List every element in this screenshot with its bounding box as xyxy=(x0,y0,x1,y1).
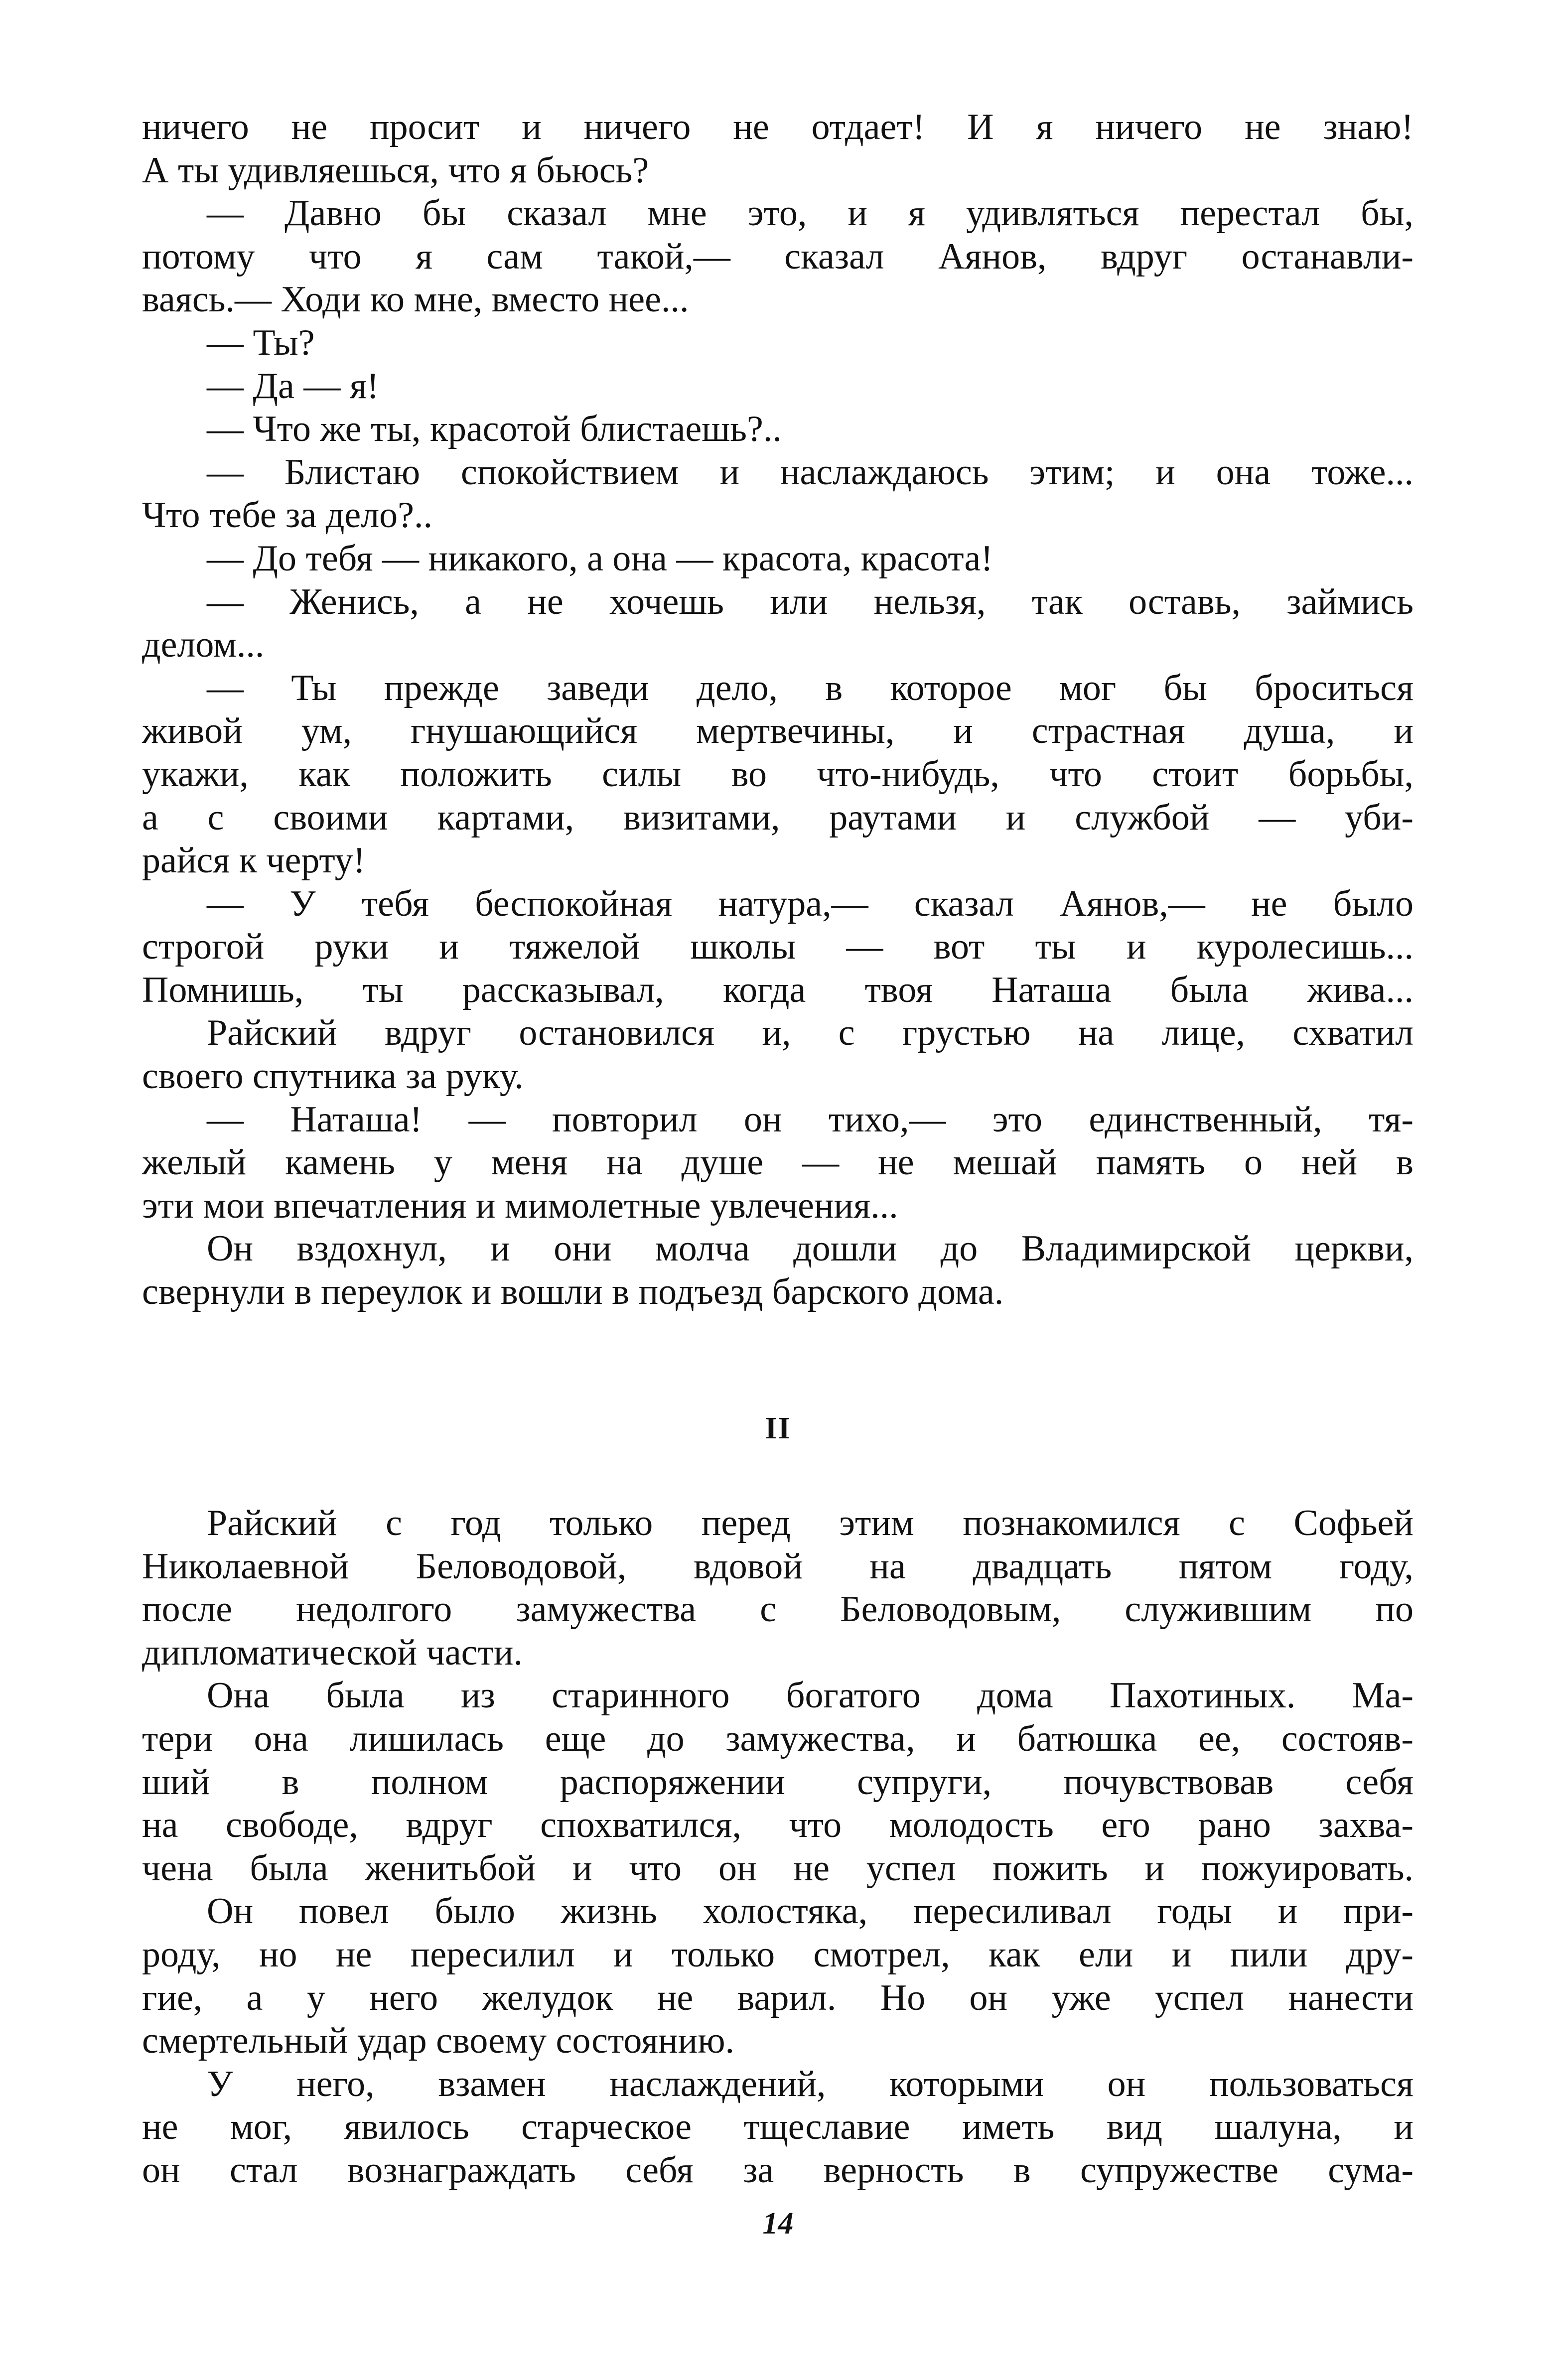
text-line: — Давно бы сказал мне это, и я удивляться перестал бы, xyxy=(207,193,1414,234)
text-line: — Что же ты, красотой блистаешь?.. xyxy=(207,409,782,450)
text-line: Он вздохнул, и они молча дошли до Владимирской церкви, xyxy=(207,1228,1414,1269)
text-line: тери она лишилась еще до замужества, и батюшка ее, состояв- xyxy=(142,1718,1414,1759)
text-line: он стал вознаграждать себя за верность в супружестве сума- xyxy=(142,2149,1414,2191)
text-line: укажи, как положить силы во что-нибудь, что стоит борьбы, xyxy=(142,753,1414,795)
text-line: роду, но не пересилил и только смотрел, как ели и пили дру- xyxy=(142,1934,1414,1975)
text-line: — До тебя — никакого, а она — красота, красота! xyxy=(207,538,993,579)
text-line: на свободе, вдруг спохватился, что молодость его рано захва- xyxy=(142,1805,1414,1846)
chapter-numeral: II xyxy=(765,1411,791,1445)
text-line: гие, а у него желудок не варил. Но он уже успел нанести xyxy=(142,1977,1414,2018)
text-line: после недолгого замужества с Беловодовым, служившим по xyxy=(142,1589,1414,1630)
text-line: Он повел было жизнь холостяка, пересиливал годы и при- xyxy=(207,1891,1414,1932)
text-line: своего спутника за руку. xyxy=(142,1056,524,1097)
text-line: потому что я сам такой,— сказал Аянов, вдруг останавли- xyxy=(142,236,1414,277)
text-line: райся к черту! xyxy=(142,840,366,881)
text-line: чена была женитьбой и что он не успел пожить и пожуировать. xyxy=(142,1847,1414,1889)
text-line: делом... xyxy=(142,624,265,666)
text-line: желый камень у меня на душе — не мешай память о ней в xyxy=(142,1142,1414,1183)
text-line: Она была из старинного богатого дома Пахотиных. Ма- xyxy=(207,1675,1414,1716)
text-line: свернули в переулок и вошли в подъезд барского дома. xyxy=(142,1271,1004,1313)
text-line: Райский вдруг остановился и, с грустью на лице, схватил xyxy=(207,1012,1414,1054)
text-line: Николаевной Беловодовой, вдовой на двадцать пятом году, xyxy=(142,1545,1414,1587)
text-line: — Наташа! — повторил он тихо,— это единственный, тя- xyxy=(207,1099,1414,1140)
text-line: — Блистаю спокойствием и наслаждаюсь этим; и она тоже... xyxy=(207,451,1414,493)
text-line: дипломатической части. xyxy=(142,1632,523,1673)
text-line: строгой руки и тяжелой школы — вот ты и куролесишь... xyxy=(142,926,1414,968)
text-block-bottom xyxy=(142,1502,1414,2192)
text-line: а с своими картами, визитами, раутами и службой — уби- xyxy=(142,797,1414,838)
text-line: смертельный удар своему состоянию. xyxy=(142,2020,735,2062)
text-line: — Женись, а не хочешь или нельзя, так оставь, займись xyxy=(207,581,1414,622)
text-line: А ты удивляешься, что я бьюсь? xyxy=(142,149,649,191)
text-line: Что тебе за дело?.. xyxy=(142,495,433,536)
text-line: эти мои впечатления и мимолетные увлечения... xyxy=(142,1185,898,1226)
text-line: живой ум, гнушающийся мертвечины, и страстная душа, и xyxy=(142,710,1414,752)
text-line: — Ты прежде заведи дело, в которое мог бы броситься xyxy=(207,667,1414,708)
text-line: не мог, явилось старческое тщеславие иметь вид шалуна, и xyxy=(142,2106,1414,2148)
text-line: У него, взамен наслаждений, которыми он пользоваться xyxy=(207,2063,1414,2104)
text-line: Райский с год только перед этим познакомился с Софьей xyxy=(207,1503,1414,1543)
text-line: — Ты? xyxy=(207,322,315,363)
text-line: ший в полном распоряжении супруги, почувствовав себя xyxy=(142,1761,1414,1803)
text-line: ваясь.— Ходи ко мне, вместо нее... xyxy=(142,279,689,320)
page-number: 14 xyxy=(762,2207,794,2240)
text-block-top xyxy=(142,106,1414,1314)
text-line: — Да — я! xyxy=(207,365,379,407)
text-line: — У тебя беспокойная натура,— сказал Аянов,— не было xyxy=(207,883,1414,924)
text-line: ничего не просит и ничего не отдает! И я ничего не знаю! xyxy=(142,107,1414,147)
text-line: Помнишь, ты рассказывал, когда твоя Наташа была жива... xyxy=(142,969,1414,1010)
